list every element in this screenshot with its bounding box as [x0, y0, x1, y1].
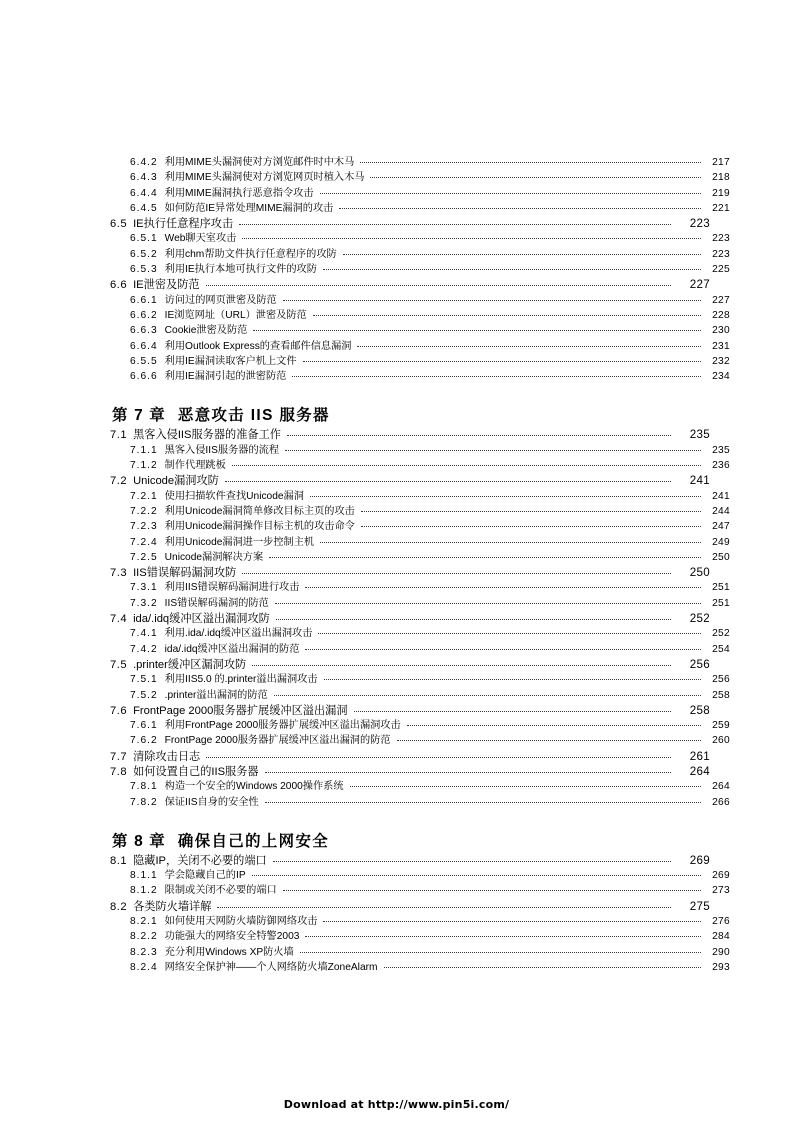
toc-page-number: 235	[712, 444, 730, 456]
toc-section-entry[interactable]	[97, 703, 710, 718]
toc-leader-dots	[305, 936, 701, 937]
toc-section-entry[interactable]	[97, 611, 710, 626]
toc-subsection-entry[interactable]	[97, 369, 730, 384]
toc-leader-dots	[324, 679, 701, 680]
toc-page-number: 258	[689, 703, 710, 717]
toc-page-number: 223	[712, 248, 730, 260]
toc-leader-dots	[276, 619, 671, 620]
toc-leader-dots	[407, 725, 701, 726]
toc-entry-number: 7.2	[110, 475, 128, 488]
toc-page-number: 235	[689, 428, 710, 442]
toc-page-number: 247	[712, 521, 730, 533]
chapter-number: 第 8 章	[112, 832, 166, 850]
toc-page-number: 227	[689, 278, 710, 292]
toc-entry-number: 7.8.1	[130, 781, 158, 793]
toc-leader-dots	[252, 875, 701, 876]
toc-page-number: 241	[712, 490, 730, 502]
toc-subsection-entry[interactable]	[97, 458, 730, 473]
toc-subsection-entry[interactable]	[97, 323, 730, 338]
toc-entry-number: 6.6	[110, 279, 128, 292]
toc-page-number: 249	[712, 536, 730, 548]
toc-entry-number: 6.6.4	[130, 340, 158, 352]
toc-subsection-entry[interactable]	[97, 308, 730, 323]
toc-section-entry[interactable]	[97, 853, 710, 868]
toc-subsection-entry[interactable]	[97, 354, 730, 369]
toc-entry-number: 7.7	[110, 750, 128, 763]
toc-entry-title: Web聊天室攻击	[164, 233, 237, 245]
toc-entry-title: 利用chm帮助文件执行任意程序的攻防	[164, 248, 337, 260]
toc-leader-dots	[225, 481, 671, 482]
toc-subsection-entry[interactable]	[97, 580, 730, 595]
toc-entry-title: .printer缓冲区漏洞攻防	[133, 658, 247, 671]
toc-leader-dots	[350, 786, 701, 787]
toc-leader-dots	[242, 238, 701, 239]
toc-entry-title: 利用IIS错误解码漏洞进行攻击	[164, 582, 300, 594]
toc-subsection-entry[interactable]	[97, 247, 730, 262]
toc-entry-title: 利用IE执行本地可执行文件的攻防	[164, 264, 317, 276]
toc-subsection-entry[interactable]	[97, 733, 730, 748]
toc-section-entry[interactable]	[97, 473, 710, 488]
toc-entry-number: 6.4.5	[130, 202, 158, 214]
toc-page-number: 217	[712, 157, 730, 168]
toc-entry-number: 7.5.2	[130, 689, 158, 701]
toc-leader-dots	[323, 921, 701, 922]
toc-entry-title: 如何设置自己的IIS服务器	[133, 765, 259, 778]
chapter-spacer	[97, 810, 697, 831]
toc-entry-title: Unicode漏洞解决方案	[164, 551, 264, 563]
toc-entry-number: 6.5.2	[130, 248, 158, 260]
toc-page-number: 252	[689, 612, 710, 626]
toc-entry-number: 7.2.3	[130, 521, 158, 533]
toc-entry-number: 8.1.2	[130, 885, 158, 897]
toc-entry-number: 7.2.4	[130, 536, 158, 548]
toc-entry-number: 7.4	[110, 613, 128, 626]
toc-leader-dots	[239, 224, 671, 225]
toc-page-number: 241	[689, 474, 710, 488]
toc-entry-number: 6.4.2	[130, 157, 158, 168]
toc-leader-dots	[273, 861, 671, 862]
toc-entry-number: 8.1	[110, 854, 128, 867]
toc-subsection-entry[interactable]	[97, 883, 730, 898]
toc-subsection-entry[interactable]	[97, 626, 730, 641]
toc-leader-dots	[285, 450, 701, 451]
toc-entry-number: 7.1.2	[130, 460, 158, 472]
toc-page-number: 236	[712, 460, 730, 472]
toc-page-number: 250	[689, 566, 710, 580]
toc-entry-number: 8.2.4	[130, 961, 158, 973]
toc-page-number: 264	[712, 781, 730, 793]
toc-subsection-entry[interactable]	[97, 262, 730, 277]
toc-subsection-entry[interactable]	[97, 596, 730, 611]
toc-subsection-entry[interactable]	[97, 718, 730, 733]
toc-section-entry[interactable]	[97, 749, 710, 764]
toc-page-number: 284	[712, 931, 730, 943]
toc-leader-dots	[303, 361, 701, 362]
toc-section-entry[interactable]	[97, 216, 710, 231]
toc-page-number: 218	[712, 172, 730, 184]
toc-leader-dots	[217, 907, 671, 908]
toc-entry-title: 利用IIS5.0 的.printer溢出漏洞攻击	[164, 674, 318, 686]
toc-entry-title: 保证IIS自身的安全性	[164, 796, 259, 808]
toc-entry-number: 6.6.2	[130, 309, 158, 321]
toc-entry-number: 7.3	[110, 567, 128, 580]
toc-entry-title: .printer溢出漏洞的防范	[164, 689, 268, 701]
toc-leader-dots	[370, 177, 701, 178]
toc-leader-dots	[252, 665, 671, 666]
toc-subsection-entry[interactable]	[97, 504, 730, 519]
toc-entry-title: 利用IE漏洞读取客户机上文件	[164, 355, 297, 367]
toc-leader-dots	[232, 465, 701, 466]
toc-page-number: 290	[712, 946, 730, 958]
toc-entry-number: 6.5.3	[130, 264, 158, 276]
toc-entry-number: 7.3.1	[130, 582, 158, 594]
toc-page-number: 244	[712, 505, 730, 517]
toc-leader-dots	[318, 633, 701, 634]
toc-subsection-entry[interactable]	[97, 672, 730, 687]
toc-page-number: 252	[712, 628, 730, 640]
chapter-heading	[97, 405, 697, 427]
toc-entry-title: 功能强大的网络安全特警2003	[164, 931, 300, 943]
toc-entry-number: 8.2	[110, 900, 128, 913]
toc-entry-title: IE执行任意程序攻击	[133, 218, 234, 231]
toc-entry-number: 6.4.3	[130, 172, 158, 184]
toc-entry-number: 8.2.1	[130, 916, 158, 928]
toc-entry-number: 8.2.3	[130, 946, 158, 958]
toc-entry-number: 7.5	[110, 658, 128, 671]
toc-leader-dots	[361, 511, 701, 512]
chapter-title: 确保自己的上网安全	[177, 832, 330, 850]
toc-page-number: 251	[712, 582, 730, 594]
toc-subsection-entry[interactable]	[97, 489, 730, 504]
toc-leader-dots	[305, 587, 701, 588]
toc-leader-dots	[292, 376, 701, 377]
toc-page-number: 275	[689, 899, 710, 913]
toc-entry-title: 访问过的网页泄密及防范	[164, 294, 277, 306]
toc-entry-title: 黑客入侵IIS服务器的准备工作	[133, 429, 281, 442]
toc-entry-title: ida/.idq缓冲区溢出漏洞的防范	[164, 643, 300, 655]
toc-page-number: 228	[712, 309, 730, 321]
toc-entry-title: 利用Unicode漏洞简单修改目标主页的攻击	[164, 505, 355, 517]
toc-entry-number: 7.5.1	[130, 674, 158, 686]
toc-leader-dots	[265, 772, 671, 773]
toc-entry-title: 充分利用Windows XP防火墙	[164, 946, 294, 958]
toc-entry-number: 7.8	[110, 765, 128, 778]
toc-leader-dots	[313, 315, 701, 316]
toc-section-entry[interactable]	[97, 565, 710, 580]
toc-subsection-entry[interactable]	[97, 642, 730, 657]
toc-entry-number: 7.8.2	[130, 796, 158, 808]
toc-page-number: 266	[712, 796, 730, 808]
toc-entry-number: 6.5.5	[130, 355, 158, 367]
toc-entry-number: 7.4.1	[130, 628, 158, 640]
toc-leader-dots	[253, 330, 701, 331]
toc-subsection-entry[interactable]	[97, 170, 730, 185]
toc-leader-dots	[242, 573, 671, 574]
toc-leader-dots	[343, 254, 701, 255]
toc-entry-title: 制作代理跳板	[164, 460, 226, 472]
toc-leader-dots	[274, 695, 701, 696]
toc-page-number: 264	[689, 764, 710, 778]
toc-leader-dots	[275, 603, 701, 604]
toc-section-entry[interactable]	[97, 764, 710, 779]
toc-page-number: 251	[712, 597, 730, 609]
toc-page-number: 234	[712, 371, 730, 383]
toc-entry-title: 利用MIME头漏洞使对方浏览邮件时中木马	[164, 157, 355, 168]
chapter-number: 第 7 章	[112, 407, 166, 425]
toc-entry-title: FrontPage 2000服务器扩展缓冲区溢出漏洞	[133, 704, 348, 717]
toc-page-number: 293	[712, 961, 730, 973]
toc-subsection-entry[interactable]	[97, 914, 730, 929]
toc-page-number: 276	[712, 916, 730, 928]
toc-entry-title: IIS错误解码漏洞的防范	[164, 597, 269, 609]
toc-subsection-entry[interactable]	[97, 155, 730, 170]
toc-subsection-entry[interactable]	[97, 535, 730, 550]
toc-entry-title: 如何防范IE异常处理MIME漏洞的攻击	[164, 202, 334, 214]
toc-subsection-entry[interactable]	[97, 443, 730, 458]
toc-section-entry[interactable]	[97, 899, 710, 914]
toc-entry-title: IE浏览网址（URL）泄密及防范	[164, 309, 307, 321]
toc-page-number: 232	[712, 355, 730, 367]
toc-leader-dots	[354, 711, 671, 712]
toc-entry-number: 6.5.1	[130, 233, 158, 245]
toc-page-number: 273	[712, 885, 730, 897]
toc-entry-number: 8.1.1	[130, 870, 158, 882]
toc-entry-title: 隐藏IP，关闭不必要的端口	[133, 854, 267, 867]
toc-subsection-entry[interactable]	[97, 929, 730, 944]
toc-entry-number: 6.5	[110, 218, 128, 231]
toc-entry-title: ida/.idq缓冲区溢出漏洞攻防	[133, 613, 270, 626]
toc-entry-number: 7.6.2	[130, 735, 158, 747]
toc-page-number: 256	[712, 674, 730, 686]
toc-entry-number: 6.6.1	[130, 294, 158, 306]
toc-section-entry[interactable]	[97, 427, 710, 442]
toc-leader-dots	[265, 802, 701, 803]
toc-page-number: 219	[712, 187, 730, 199]
toc-leader-dots	[310, 496, 701, 497]
toc-entry-title: 构造一个安全的Windows 2000操作系统	[164, 781, 344, 793]
toc-entry-title: 黑客入侵IIS服务器的流程	[164, 444, 280, 456]
toc-entry-title: 各类防火墙详解	[133, 900, 212, 913]
toc-section-entry[interactable]	[97, 657, 710, 672]
toc-page-number: 256	[689, 657, 710, 671]
toc-entry-title: 利用Unicode漏洞操作目标主机的攻击命令	[164, 521, 355, 533]
toc-page-number: 259	[712, 720, 730, 732]
toc-entry-title: 利用.ida/.idq缓冲区溢出漏洞攻击	[164, 628, 313, 640]
toc-page-number: 269	[712, 870, 730, 882]
toc-page-number: 260	[712, 735, 730, 747]
toc-page-number: 225	[712, 264, 730, 276]
toc-entry-title: 利用MIME头漏洞使对方浏览网页时植入木马	[164, 172, 365, 184]
toc-entry-number: 7.2.2	[130, 505, 158, 517]
toc-page-number: 250	[712, 551, 730, 563]
toc-page-number: 258	[712, 689, 730, 701]
toc-entry-title: 网络安全保护神——个人网络防火墙ZoneAlarm	[164, 961, 378, 973]
toc-subsection-entry[interactable]	[97, 201, 730, 216]
toc-entry-title: 使用扫描软件查找Unicode漏洞	[164, 490, 304, 502]
toc-page-number: 269	[689, 853, 710, 867]
toc-page-number: 254	[712, 643, 730, 655]
toc-leader-dots	[339, 208, 701, 209]
toc-page-number: 261	[689, 749, 710, 763]
toc-entry-number: 7.3.2	[130, 597, 158, 609]
toc-entry-number: 6.4.4	[130, 187, 158, 199]
table-of-contents	[97, 155, 730, 975]
toc-entry-number: 6.6.6	[130, 371, 158, 383]
toc-leader-dots	[206, 285, 671, 286]
toc-page-number: 223	[712, 233, 730, 245]
toc-entry-number: 7.6.1	[130, 720, 158, 732]
toc-entry-title: 学会隐藏自己的IP	[164, 870, 246, 882]
toc-entry-title: 利用MIME漏洞执行恶意指令攻击	[164, 187, 314, 199]
toc-leader-dots	[397, 740, 701, 741]
chapter-spacer	[97, 384, 697, 405]
toc-leader-dots	[283, 890, 701, 891]
toc-entry-number: 6.6.3	[130, 325, 158, 337]
toc-leader-dots	[305, 649, 701, 650]
toc-section-entry[interactable]	[97, 277, 710, 292]
toc-leader-dots	[287, 435, 671, 436]
toc-page-number: 221	[712, 202, 730, 214]
page-footer: Download at http://www.pin5i.com/	[283, 1098, 510, 1111]
toc-subsection-entry[interactable]	[97, 231, 730, 246]
toc-subsection-entry[interactable]	[97, 779, 730, 794]
toc-leader-dots	[384, 967, 702, 968]
toc-leader-dots	[320, 193, 701, 194]
chapter-title: 恶意攻击 IIS 服务器	[177, 407, 330, 425]
toc-entry-number: 7.6	[110, 704, 128, 717]
toc-subsection-entry[interactable]	[97, 339, 730, 354]
toc-leader-dots	[206, 757, 671, 758]
toc-entry-number: 8.2.2	[130, 931, 158, 943]
toc-entry-title: FrontPage 2000服务器扩展缓冲区溢出漏洞的防范	[164, 735, 391, 747]
toc-subsection-entry[interactable]	[97, 293, 730, 308]
toc-entry-title: IIS错误解码漏洞攻防	[133, 567, 237, 580]
toc-subsection-entry[interactable]	[97, 688, 730, 703]
toc-entry-number: 7.4.2	[130, 643, 158, 655]
toc-leader-dots	[283, 300, 701, 301]
toc-entry-title: Cookie泄密及防范	[164, 325, 248, 337]
toc-entry-number: 7.1.1	[130, 444, 158, 456]
toc-page-number: 231	[712, 340, 730, 352]
toc-entry-number: 7.1	[110, 429, 128, 442]
chapter-heading	[97, 831, 697, 853]
toc-subsection-entry[interactable]	[97, 795, 730, 810]
toc-subsection-entry[interactable]	[97, 868, 730, 883]
toc-page-number: 223	[689, 217, 710, 231]
toc-entry-title: 利用Unicode漏洞进一步控制主机	[164, 536, 315, 548]
toc-entry-title: 清除攻击日志	[133, 750, 201, 763]
toc-leader-dots	[361, 526, 701, 527]
toc-entry-title: 利用IE漏洞引起的泄密防范	[164, 371, 287, 383]
toc-leader-dots	[269, 557, 701, 558]
toc-entry-title: 如何使用天网防火墙防御网络攻击	[164, 916, 318, 928]
toc-entry-number: 7.2.1	[130, 490, 158, 502]
toc-entry-title: 利用FrontPage 2000服务器扩展缓冲区溢出漏洞攻击	[164, 720, 401, 732]
toc-leader-dots	[323, 269, 701, 270]
toc-page-number: 227	[712, 294, 730, 306]
toc-subsection-entry[interactable]	[97, 945, 730, 960]
toc-leader-dots	[357, 346, 701, 347]
toc-entry-title: Unicode漏洞攻防	[133, 475, 219, 488]
toc-entry-title: IE泄密及防范	[133, 279, 200, 292]
toc-leader-dots	[360, 162, 701, 163]
toc-entry-title: 限制或关闭不必要的端口	[164, 885, 277, 897]
toc-leader-dots	[320, 542, 701, 543]
toc-leader-dots	[300, 952, 701, 953]
toc-page-number: 230	[712, 325, 730, 337]
toc-subsection-entry[interactable]	[97, 186, 730, 201]
toc-entry-title: 利用Outlook Express的查看邮件信息漏洞	[164, 340, 352, 352]
toc-subsection-entry[interactable]	[97, 960, 730, 975]
toc-subsection-entry[interactable]	[97, 519, 730, 534]
toc-subsection-entry[interactable]	[97, 550, 730, 565]
toc-entry-number: 7.2.5	[130, 551, 158, 563]
